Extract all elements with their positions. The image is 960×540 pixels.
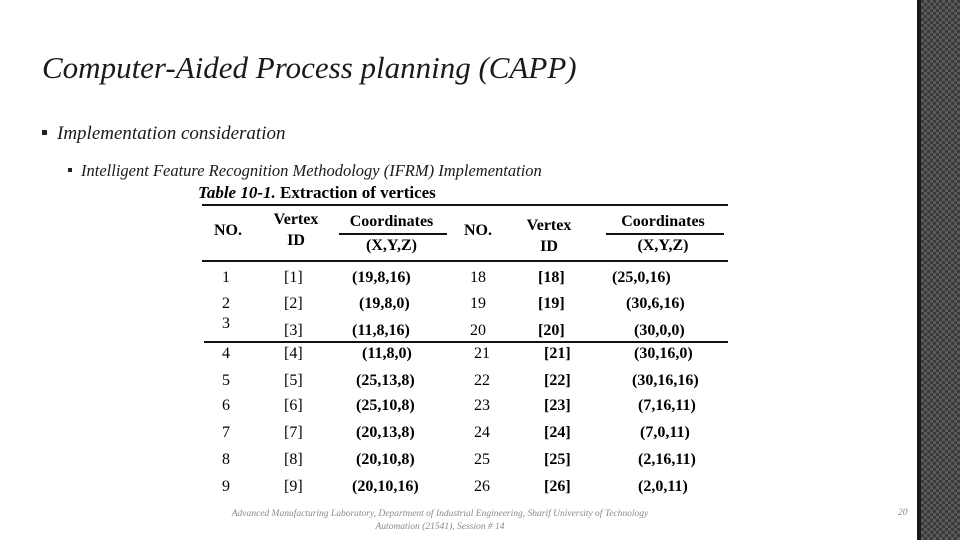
header-coordinates-right-rule bbox=[606, 233, 724, 235]
header-id-right: ID bbox=[540, 238, 558, 255]
cell-coord-a: (19,8,0) bbox=[359, 295, 410, 312]
cell-no-a: 2 bbox=[222, 295, 230, 312]
cell-id-a: [8] bbox=[284, 451, 303, 468]
header-xyz-left: (X,Y,Z) bbox=[366, 237, 417, 254]
cell-id-b: [22] bbox=[544, 372, 571, 389]
header-coordinates-left: Coordinates bbox=[349, 213, 434, 230]
cell-id-b: [26] bbox=[544, 478, 571, 495]
cell-no-b: 22 bbox=[474, 372, 490, 389]
table-header-rule bbox=[202, 260, 728, 262]
bullet-ifrm bbox=[68, 161, 542, 181]
cell-coord-a: (25,13,8) bbox=[356, 372, 415, 389]
cell-id-b: [25] bbox=[544, 451, 571, 468]
cell-id-b: [20] bbox=[538, 322, 565, 339]
cell-no-a: 7 bbox=[222, 424, 230, 441]
vertices-table-image bbox=[194, 183, 734, 503]
cell-coord-a: (20,10,16) bbox=[352, 478, 419, 495]
cell-id-b: [24] bbox=[544, 424, 571, 441]
bullet-implementation bbox=[42, 123, 286, 145]
header-id-left: ID bbox=[287, 232, 305, 249]
header-coordinates-left-rule bbox=[339, 233, 447, 235]
cell-no-a: 3 bbox=[222, 315, 230, 332]
cell-id-b: [18] bbox=[538, 269, 565, 286]
cell-coord-b: (7,16,11) bbox=[638, 397, 696, 414]
cell-coord-b: (2,16,11) bbox=[638, 451, 696, 468]
page-number: 20 bbox=[898, 508, 908, 518]
header-coordinates-right: Coordinates bbox=[621, 213, 705, 230]
cell-coord-a: (19,8,16) bbox=[352, 269, 411, 286]
bullet-2-text: Intelligent Feature Recognition Methodology (IFRM) Implementation bbox=[81, 161, 542, 180]
table-caption-number: Table 10-1. bbox=[198, 183, 276, 202]
cell-no-a: 8 bbox=[222, 451, 230, 468]
cell-id-a: [3] bbox=[284, 322, 303, 339]
footer-line-2: Automation (21541), Session # 14 bbox=[375, 522, 505, 532]
cell-no-a: 4 bbox=[222, 345, 230, 362]
cell-coord-a: (20,13,8) bbox=[356, 424, 415, 441]
cell-no-b: 26 bbox=[474, 478, 490, 495]
cell-no-a: 6 bbox=[222, 397, 230, 414]
square-bullet-icon bbox=[42, 130, 47, 135]
table-caption bbox=[198, 183, 436, 203]
bullet-1-text: Implementation consideration bbox=[57, 123, 286, 144]
header-no-left: NO. bbox=[214, 222, 242, 239]
cell-no-b: 21 bbox=[474, 345, 490, 362]
cell-no-b: 24 bbox=[474, 424, 490, 441]
cell-no-b: 23 bbox=[474, 397, 490, 414]
cell-id-a: [1] bbox=[284, 269, 303, 286]
cell-coord-b: (30,6,16) bbox=[626, 295, 685, 312]
cell-no-b: 25 bbox=[474, 451, 490, 468]
cell-id-a: [6] bbox=[284, 397, 303, 414]
cell-no-b: 19 bbox=[470, 295, 486, 312]
cell-no-a: 5 bbox=[222, 372, 230, 389]
cell-coord-a: (25,10,8) bbox=[356, 397, 415, 414]
header-no-right: NO. bbox=[464, 222, 492, 239]
footer-line-1: Advanced Manufacturing Laboratory, Department of Industrial Engineering, Sharif University of Technology bbox=[231, 509, 649, 519]
cell-coord-a: (11,8,0) bbox=[362, 345, 412, 362]
cell-no-b: 20 bbox=[470, 322, 486, 339]
cell-coord-b: (30,16,16) bbox=[632, 372, 699, 389]
table-mid-rule bbox=[204, 341, 728, 343]
cell-id-a: [5] bbox=[284, 372, 303, 389]
slide-title: Computer-Aided Process planning (CAPP) bbox=[42, 50, 577, 85]
cell-no-a: 9 bbox=[222, 478, 230, 495]
square-bullet-icon bbox=[68, 168, 72, 172]
cell-coord-b: (7,0,11) bbox=[640, 424, 690, 441]
cell-coord-b: (2,0,11) bbox=[638, 478, 688, 495]
cell-coord-a: (20,10,8) bbox=[356, 451, 415, 468]
footer-text bbox=[180, 508, 700, 534]
right-decor-bar bbox=[921, 0, 960, 540]
cell-coord-b: (30,0,0) bbox=[634, 322, 685, 339]
table-caption-text: Extraction of vertices bbox=[275, 183, 436, 202]
cell-id-b: [19] bbox=[538, 295, 565, 312]
header-vertex-left: Vertex bbox=[273, 211, 319, 228]
cell-no-b: 18 bbox=[470, 269, 486, 286]
cell-no-a: 1 bbox=[222, 269, 230, 286]
cell-id-b: [23] bbox=[544, 397, 571, 414]
cell-coord-b: (25,0,16) bbox=[612, 269, 671, 286]
cell-id-a: [9] bbox=[284, 478, 303, 495]
cell-coord-a: (11,8,16) bbox=[352, 322, 410, 339]
cell-id-a: [4] bbox=[284, 345, 303, 362]
header-xyz-right: (X,Y,Z) bbox=[637, 237, 689, 254]
header-vertex-right: Vertex bbox=[526, 217, 572, 234]
cell-coord-b: (30,16,0) bbox=[634, 345, 693, 362]
table-top-rule bbox=[202, 204, 728, 206]
cell-id-a: [2] bbox=[284, 295, 303, 312]
cell-id-b: [21] bbox=[544, 345, 571, 362]
cell-id-a: [7] bbox=[284, 424, 303, 441]
